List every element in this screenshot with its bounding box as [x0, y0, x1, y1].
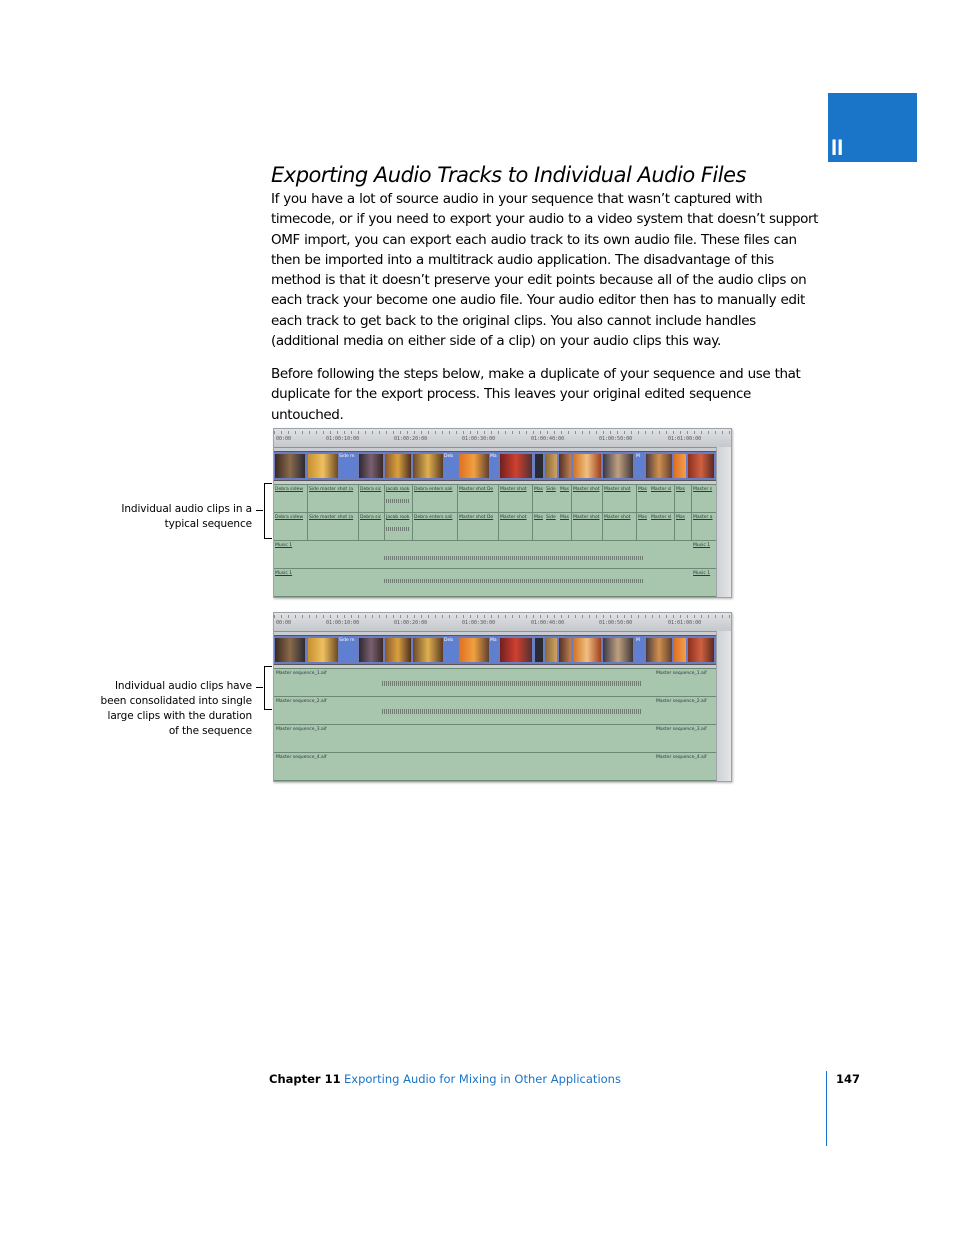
timeline-screenshot-individual-clips [273, 428, 732, 598]
video-thumbnail [359, 454, 383, 478]
video-thumbnail [413, 454, 443, 478]
timecode: 01:00:50:00 [599, 436, 633, 442]
video-thumbnail [413, 638, 443, 662]
audio-clip-label: Mas [560, 515, 569, 520]
video-label: Ma [490, 454, 498, 478]
timecode: 01:01:00:00 [668, 436, 702, 442]
video-label: Side m [339, 454, 356, 478]
audio-clip-label: Mas [676, 487, 685, 492]
audio-clip-label: Master a [693, 515, 713, 520]
figure-1-callout-line [256, 510, 263, 511]
audio-clip-label: Jacob rook [386, 487, 410, 492]
clip-edge [358, 513, 359, 540]
video-label: Deb [444, 454, 457, 478]
audio-clip-label: Master shot De [459, 515, 494, 520]
audio-clip-label: Master shot [500, 515, 527, 520]
timecode: 01:00:40:00 [531, 620, 565, 626]
audio-clip-label: Master shot [573, 515, 600, 520]
video-thumbnail [603, 454, 633, 478]
clip-edge [358, 485, 359, 512]
audio-clip-label: Music 1 [693, 543, 711, 548]
video-thumbnail [500, 454, 532, 478]
figure-1-bracket [264, 483, 272, 539]
clip-edge [307, 513, 308, 540]
clip-edge [636, 485, 637, 512]
audio-waveform [384, 556, 644, 560]
audio-clip-label: Master s [693, 487, 713, 492]
clip-edge [412, 513, 413, 540]
audio-clip-label: Debra sidew [275, 487, 304, 492]
video-label: Deb [444, 638, 457, 662]
video-thumbnail [559, 638, 571, 662]
figure-1-caption: Individual audio clips in a typical sequence [121, 503, 252, 530]
clip-edge [532, 485, 533, 512]
timecode: 00:00 [276, 436, 292, 442]
consolidated-track-1 [274, 668, 717, 697]
audio-clip-label: Jacob rook [386, 515, 410, 520]
video-track [274, 451, 717, 481]
ruler-ticks [274, 615, 731, 618]
video-thumbnail [385, 454, 411, 478]
part-tab-label: II [831, 135, 844, 160]
audio-clip-label: Master shot De [459, 487, 494, 492]
figure-2-bracket [264, 666, 272, 710]
video-thumbnail [535, 638, 543, 662]
page-number: 147 [836, 1072, 861, 1086]
timecode: 01:00:30:00 [462, 436, 496, 442]
clip-edge [457, 485, 458, 512]
audio-clip-label: Debra sic [360, 487, 382, 492]
timecode: 01:00:10:00 [326, 436, 360, 442]
clip-edge [691, 485, 692, 512]
audio-clip-label: Music 1 [275, 543, 293, 548]
video-thumbnail [500, 638, 532, 662]
video-label: Side m [339, 638, 356, 662]
timecode: 01:00:30:00 [462, 620, 496, 626]
audio-clip-label: Master sequence_2.aif [656, 699, 707, 704]
audio-clip-label: Master sequence_4.aif [656, 755, 707, 760]
body-paragraph-1: If you have a lot of source audio in your sequence that wasn’t captured with timecode, or if you need to export your audio to a video system that doesn’t support OMF import, you can export each audio track to its own audio file. These files can then be imported into a multitrack audio application. The disadvantage of this method is that it doesn’t preserve your edit points because all of the audio clips on each track your become one audio file. Your audio editor then has to manually edit each track to get back to the original clips. You also cannot include handles (additional media on either side of a clip) on your audio clips this way. [271, 191, 819, 350]
audio-clip-label: Music 1 [693, 571, 711, 576]
video-thumbnail [535, 454, 543, 478]
video-thumbnail [459, 454, 489, 478]
footer-divider [826, 1071, 827, 1146]
consolidated-track-2 [274, 696, 717, 725]
audio-clip-label: Mas [638, 487, 647, 492]
clip-edge [498, 513, 499, 540]
audio-clip-label: Debra enters sali [414, 487, 453, 492]
video-thumbnail [308, 454, 338, 478]
timeline-ruler [274, 429, 731, 448]
video-thumbnail [359, 638, 383, 662]
audio-waveform [384, 579, 644, 583]
audio-clip-label: Mas [534, 487, 543, 492]
audio-clip-label: Mas [560, 487, 569, 492]
clip-edge [602, 513, 603, 540]
audio-clip-label: Music 1 [275, 571, 293, 576]
clip-edge [636, 513, 637, 540]
video-thumbnail [275, 638, 305, 662]
video-label: M [636, 638, 644, 662]
clip-edge [498, 485, 499, 512]
audio-clip-label: Mas [534, 515, 543, 520]
part-tab [828, 93, 917, 162]
ruler-ticks [274, 431, 731, 434]
audio-clip-label: Master sequence_3.aif [656, 727, 707, 732]
audio-clip-label: Master sequence_3.aif [276, 727, 327, 732]
timecode: 00:00 [276, 620, 292, 626]
video-thumbnail [459, 638, 489, 662]
video-thumbnail [559, 454, 571, 478]
clip-edge [307, 485, 308, 512]
timecode: 01:00:50:00 [599, 620, 633, 626]
audio-track-a2 [274, 512, 717, 541]
timecode: 01:00:20:00 [394, 620, 428, 626]
video-thumbnail [573, 638, 601, 662]
video-thumbnail [385, 638, 411, 662]
clip-edge [674, 485, 675, 512]
section-heading: Exporting Audio Tracks to Individual Audio Files [271, 163, 746, 187]
audio-clip-label: Master shot [500, 487, 527, 492]
video-track [274, 635, 717, 665]
audio-track-music-2 [274, 568, 717, 597]
timeline-ruler [274, 613, 731, 632]
timecode: 01:00:40:00 [531, 436, 565, 442]
video-label: Ma [490, 638, 498, 662]
audio-clip-label: Side master shot (a [309, 515, 354, 520]
consolidated-track-4 [274, 752, 717, 781]
audio-clip-label: Mas [638, 515, 647, 520]
footer-chapter-title: Exporting Audio for Mixing in Other Applications [344, 1072, 621, 1086]
video-thumbnail [688, 454, 714, 478]
audio-track-a1 [274, 484, 717, 513]
clip-edge [571, 485, 572, 512]
vertical-scrollbar[interactable] [716, 631, 731, 781]
audio-clip-label: Master sl [651, 515, 672, 520]
video-thumbnail [308, 638, 338, 662]
body-paragraph-2: Before following the steps below, make a duplicate of your sequence and use that duplicate for the export process. This leaves your original edited sequence untouched. [271, 366, 801, 423]
audio-clip-label: Master sequence_1.aif [276, 671, 327, 676]
audio-clip-label: Master sequence_2.aif [276, 699, 327, 704]
vertical-scrollbar[interactable] [716, 447, 731, 597]
video-thumbnail [603, 638, 633, 662]
video-thumbnail [674, 454, 686, 478]
audio-clip-label: Debra enters sali [414, 515, 453, 520]
video-thumbnail [573, 454, 601, 478]
audio-waveform [382, 681, 642, 686]
timecode: 01:01:00:00 [668, 620, 702, 626]
audio-clip-label: Side master shot (a [309, 487, 354, 492]
clip-edge [691, 513, 692, 540]
audio-clip-label: Master sequence_4.aif [276, 755, 327, 760]
clip-edge [412, 485, 413, 512]
video-thumbnail [688, 638, 714, 662]
video-thumbnail [545, 454, 557, 478]
audio-waveform [386, 499, 410, 503]
consolidated-track-3 [274, 724, 717, 753]
clip-edge [571, 513, 572, 540]
audio-waveform [386, 527, 410, 531]
video-thumbnail [646, 638, 672, 662]
video-thumbnail [646, 454, 672, 478]
audio-clip-label: Debra sic [360, 515, 382, 520]
footer-chapter: Chapter 11 [269, 1072, 341, 1086]
audio-clip-label: Master sl [651, 487, 672, 492]
clip-edge [384, 513, 385, 540]
figure-2-caption: Individual audio clips have been consolidated into single large clips with the duration of the sequence [100, 680, 252, 737]
video-label: M [636, 454, 644, 478]
timecode: 01:00:10:00 [326, 620, 360, 626]
clip-edge [532, 513, 533, 540]
audio-waveform [382, 709, 642, 714]
audio-clip-label: Side [546, 487, 556, 492]
timeline-screenshot-consolidated-clips [273, 612, 732, 782]
audio-clip-label: Mas [676, 515, 685, 520]
clip-edge [602, 485, 603, 512]
figure-2-callout-line [256, 687, 263, 688]
audio-clip-label: Master shot [604, 487, 631, 492]
audio-clip-label: Debra sidew [275, 515, 304, 520]
timecode: 01:00:20:00 [394, 436, 428, 442]
audio-clip-label: Master shot [573, 487, 600, 492]
video-thumbnail [674, 638, 686, 662]
clip-edge [674, 513, 675, 540]
audio-track-music-1 [274, 540, 717, 569]
video-thumbnail [545, 638, 557, 662]
audio-clip-label: Master sequence_1.aif [656, 671, 707, 676]
audio-clip-label: Master shot [604, 515, 631, 520]
video-thumbnail [275, 454, 305, 478]
clip-edge [457, 513, 458, 540]
clip-edge [384, 485, 385, 512]
audio-clip-label: Side [546, 515, 556, 520]
